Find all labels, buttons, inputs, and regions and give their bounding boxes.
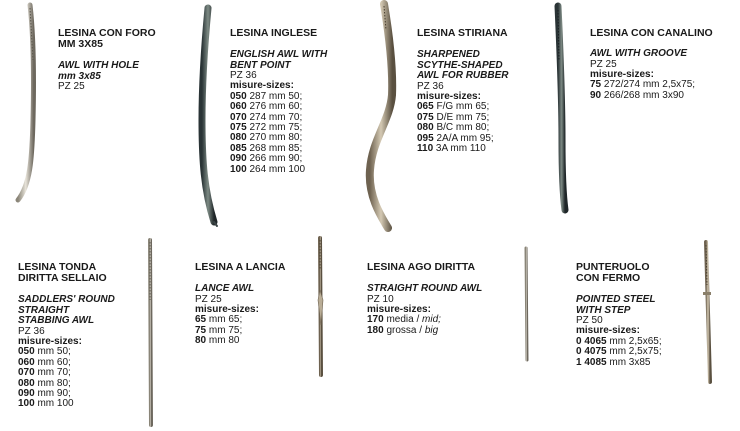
product-pack-quantity: PZ 25 — [590, 58, 617, 70]
size-row — [18, 399, 143, 409]
product-title: LESINA CON FORO MM 3X85 — [58, 27, 156, 50]
size-code: 90 — [590, 89, 602, 101]
size-description: mm 2,5x75; — [606, 346, 662, 358]
size-code: 085 — [230, 142, 247, 154]
size-description: media / — [383, 314, 423, 326]
size-description: mm 2,5x65; — [606, 335, 662, 347]
product-title: LESINA STIRIANA — [417, 27, 508, 39]
product-english-name: ENGLISH AWL WITH BENT POINT — [230, 49, 328, 71]
product-english-name: POINTED STEEL WITH STEP — [576, 294, 656, 316]
size-description: D/E mm 75; — [433, 111, 490, 123]
sizes-label: misure-sizes: — [18, 335, 82, 347]
product-english-name: STRAIGHT ROUND AWL — [367, 283, 483, 294]
size-description: mm 75; — [206, 324, 243, 336]
size-code: 060 — [230, 101, 247, 113]
product-pack-quantity: PZ 25 — [58, 81, 85, 92]
size-code: 110 — [417, 142, 434, 154]
product-pack-quantity: PZ 36 — [230, 70, 257, 81]
size-code: 75 — [195, 324, 207, 336]
product-english-name: AWL WITH HOLE mm 3x85 — [58, 60, 139, 82]
size-list — [195, 315, 315, 346]
size-code: 075 — [417, 111, 434, 123]
size-description: mm 70; — [34, 367, 71, 379]
product-card-lance-awl — [195, 262, 315, 347]
size-code: 080 — [230, 132, 247, 144]
product-english-name: LANCE AWL — [195, 283, 255, 294]
product-english-name: SHARPENED SCYTHE-SHAPED AWL FOR RUBBER — [417, 49, 509, 81]
size-code: 1 4085 — [576, 356, 607, 368]
product-title: LESINA A LANCIA — [195, 261, 286, 273]
size-list — [18, 347, 143, 409]
product-english-name: AWL WITH GROOVE — [590, 48, 688, 59]
product-card-awl-with-hole — [58, 28, 178, 92]
size-code: 180 — [367, 324, 384, 336]
size-list — [367, 315, 517, 336]
size-row — [367, 326, 517, 336]
product-pack-quantity: PZ 36 — [18, 325, 45, 337]
product-card-awl-with-groove — [590, 28, 735, 101]
size-code: 0 4075 — [576, 346, 607, 358]
product-pack-quantity: PZ 36 — [417, 80, 444, 92]
size-description-english: big — [424, 324, 439, 336]
size-description: mm 50; — [34, 346, 71, 358]
size-list — [590, 80, 735, 101]
size-row — [195, 336, 315, 346]
product-title: LESINA CON CANALINO — [590, 27, 713, 39]
size-description: mm 80; — [34, 377, 71, 389]
sizes-label: misure-sizes: — [367, 303, 431, 315]
size-code: 75 — [590, 79, 602, 91]
size-code: 170 — [367, 314, 384, 326]
size-description: F/G mm 65; — [433, 101, 490, 113]
size-description: 266 mm 90; — [246, 153, 303, 165]
size-description: 272/274 mm 2,5x75; — [601, 79, 696, 91]
size-description: 264 mm 100 — [246, 163, 306, 175]
size-code: 065 — [417, 101, 434, 113]
size-description: mm 3x85 — [606, 356, 651, 368]
product-english-name: SADDLERS' ROUND STRAIGHT STABBING AWL — [18, 294, 115, 326]
size-code: 075 — [230, 122, 247, 134]
size-row — [230, 165, 360, 175]
sizes-label: misure-sizes: — [230, 80, 294, 92]
size-description: 2A/A mm 95; — [433, 132, 494, 144]
size-code: 100 — [230, 163, 247, 175]
size-description: 287 mm 50; — [246, 90, 303, 102]
size-row — [576, 358, 696, 368]
size-code: 050 — [230, 90, 247, 102]
size-code: 060 — [18, 356, 35, 368]
size-code: 090 — [230, 153, 247, 165]
size-code: 070 — [18, 367, 35, 379]
size-description: 268 mm 85; — [246, 142, 303, 154]
size-description: 3A mm 110 — [433, 142, 486, 154]
size-list — [576, 337, 696, 368]
size-description: 270 mm 80; — [246, 132, 303, 144]
size-description: 272 mm 75; — [246, 122, 303, 134]
size-list — [230, 92, 360, 175]
product-card-straight-round-awl — [367, 262, 517, 336]
size-description: mm 100 — [34, 398, 74, 410]
size-code: 080 — [18, 377, 35, 389]
sizes-label: misure-sizes: — [590, 68, 654, 80]
size-row — [590, 91, 735, 101]
product-card-stiriana-awl — [417, 28, 547, 154]
size-code: 65 — [195, 314, 207, 326]
size-code: 080 — [417, 122, 434, 134]
sizes-label: misure-sizes: — [195, 303, 259, 315]
size-description: grossa / — [383, 324, 425, 336]
sizes-label: misure-sizes: — [417, 90, 481, 102]
product-pack-quantity: PZ 10 — [367, 293, 394, 305]
product-title: LESINA INGLESE — [230, 27, 318, 39]
size-description: B/C mm 80; — [433, 122, 490, 134]
size-code: 80 — [195, 335, 207, 347]
size-description: mm 80 — [206, 335, 240, 347]
size-description: 266/268 mm 3x90 — [601, 89, 684, 101]
size-code: 100 — [18, 398, 35, 410]
product-card-saddlers-awl — [18, 262, 143, 410]
size-description: mm 65; — [206, 314, 243, 326]
size-code: 090 — [18, 387, 35, 399]
sizes-label: misure-sizes: — [576, 325, 640, 337]
product-card-english-awl — [230, 28, 360, 175]
size-code: 0 4065 — [576, 335, 607, 347]
size-code: 070 — [230, 111, 247, 123]
size-list — [417, 102, 547, 154]
product-pack-quantity: PZ 50 — [576, 315, 603, 326]
size-row — [417, 144, 547, 154]
size-code: 050 — [18, 346, 35, 358]
product-pack-quantity: PZ 25 — [195, 293, 222, 305]
product-title: LESINA AGO DIRITTA — [367, 261, 476, 273]
product-title: LESINA TONDA DIRITTA SELLAIO — [18, 261, 107, 284]
product-card-pointed-steel — [576, 262, 696, 368]
product-title: PUNTERUOLO CON FERMO — [576, 261, 650, 284]
size-description: mm 60; — [34, 356, 71, 368]
size-description: 276 mm 60; — [246, 101, 303, 113]
size-description: mm 90; — [34, 387, 71, 399]
size-code: 095 — [417, 132, 434, 144]
size-description: 274 mm 70; — [246, 111, 303, 123]
size-description-english: mid; — [422, 314, 441, 326]
